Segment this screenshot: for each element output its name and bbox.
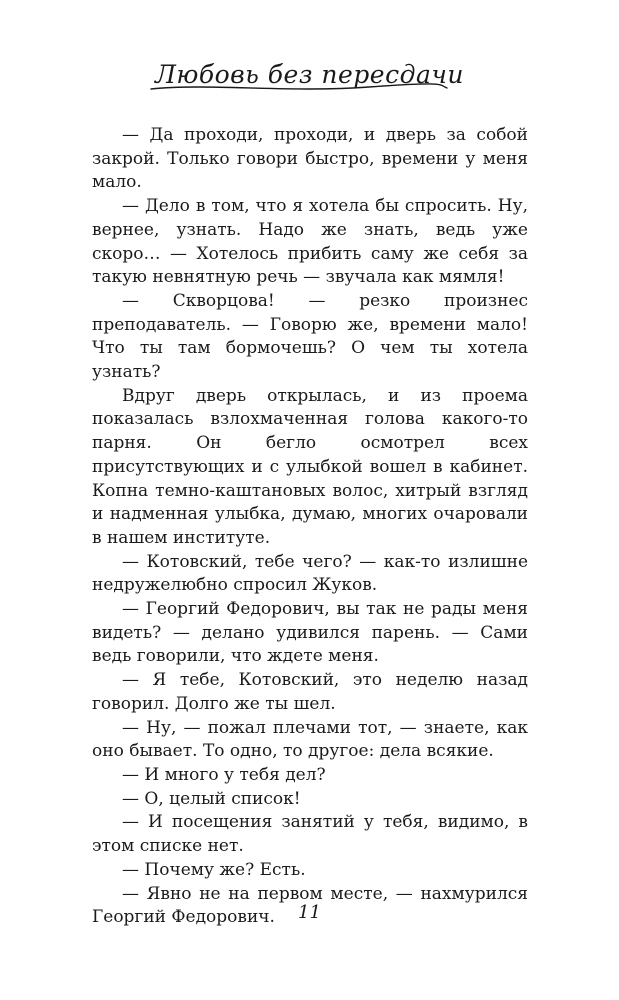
page-number: 11: [298, 902, 321, 923]
paragraph: — Дело в том, что я хотела бы спросить. Ну, вернее, узнать. Надо же знать, ведь уже скоро… — Хотелось прибить саму же себя за такую невнятную речь — звучала как мямля!: [92, 196, 528, 288]
paragraph: — И посещения занятий у тебя, видимо, в этом списке нет.: [92, 812, 528, 857]
paragraph: — Почему же? Есть.: [122, 859, 306, 880]
paragraph: — О, целый список!: [122, 788, 301, 809]
paragraph: — Я тебе, Котовский, это неделю назад говорил. Долго же ты шел.: [92, 670, 528, 714]
paragraph: Вдруг дверь открылась, и из проема показалась взлохмаченная голова какого-то парня. Он бегло осмотрел всех присутствующих и с улыбкой вошел в кабинет. Копна темно-каштановых волос, хитрый взгляд и надменная улыбка, думаю, многих очаровали в нашем институте.: [92, 385, 528, 548]
paragraph: — Георгий Федорович, вы так не рады меня видеть? — делано удивился парень. — Сами ведь говорили, что ждете меня.: [92, 599, 528, 667]
running-header: [0, 60, 619, 89]
paragraph: — Скворцова! — резко произнес преподаватель. — Говорю же, времени мало! Что ты там бормочешь? О чем ты хотела узнать?: [92, 290, 528, 383]
paragraph: — И много у тебя дел?: [122, 764, 326, 785]
paragraph: — Ну, — пожал плечами тот, — знаете, как оно бывает. То одно, то другое: дела всякие.: [92, 717, 528, 762]
running-title: [149, 60, 470, 89]
body-text: [92, 124, 528, 930]
running-title-text: Любовь без пересдачи: [154, 60, 465, 89]
paragraph: — Котовский, тебе чего? — как-то излишне недружелюбно спросил Жуков.: [92, 551, 528, 596]
paragraph: — Да проходи, проходи, и дверь за собой закрой. Только говори быстро, времени у меня мало.: [92, 125, 528, 193]
title-swash-ornament: [149, 81, 449, 93]
paragraph: — Явно не на первом месте, — нахмурился Георгий Федорович.: [92, 883, 528, 928]
